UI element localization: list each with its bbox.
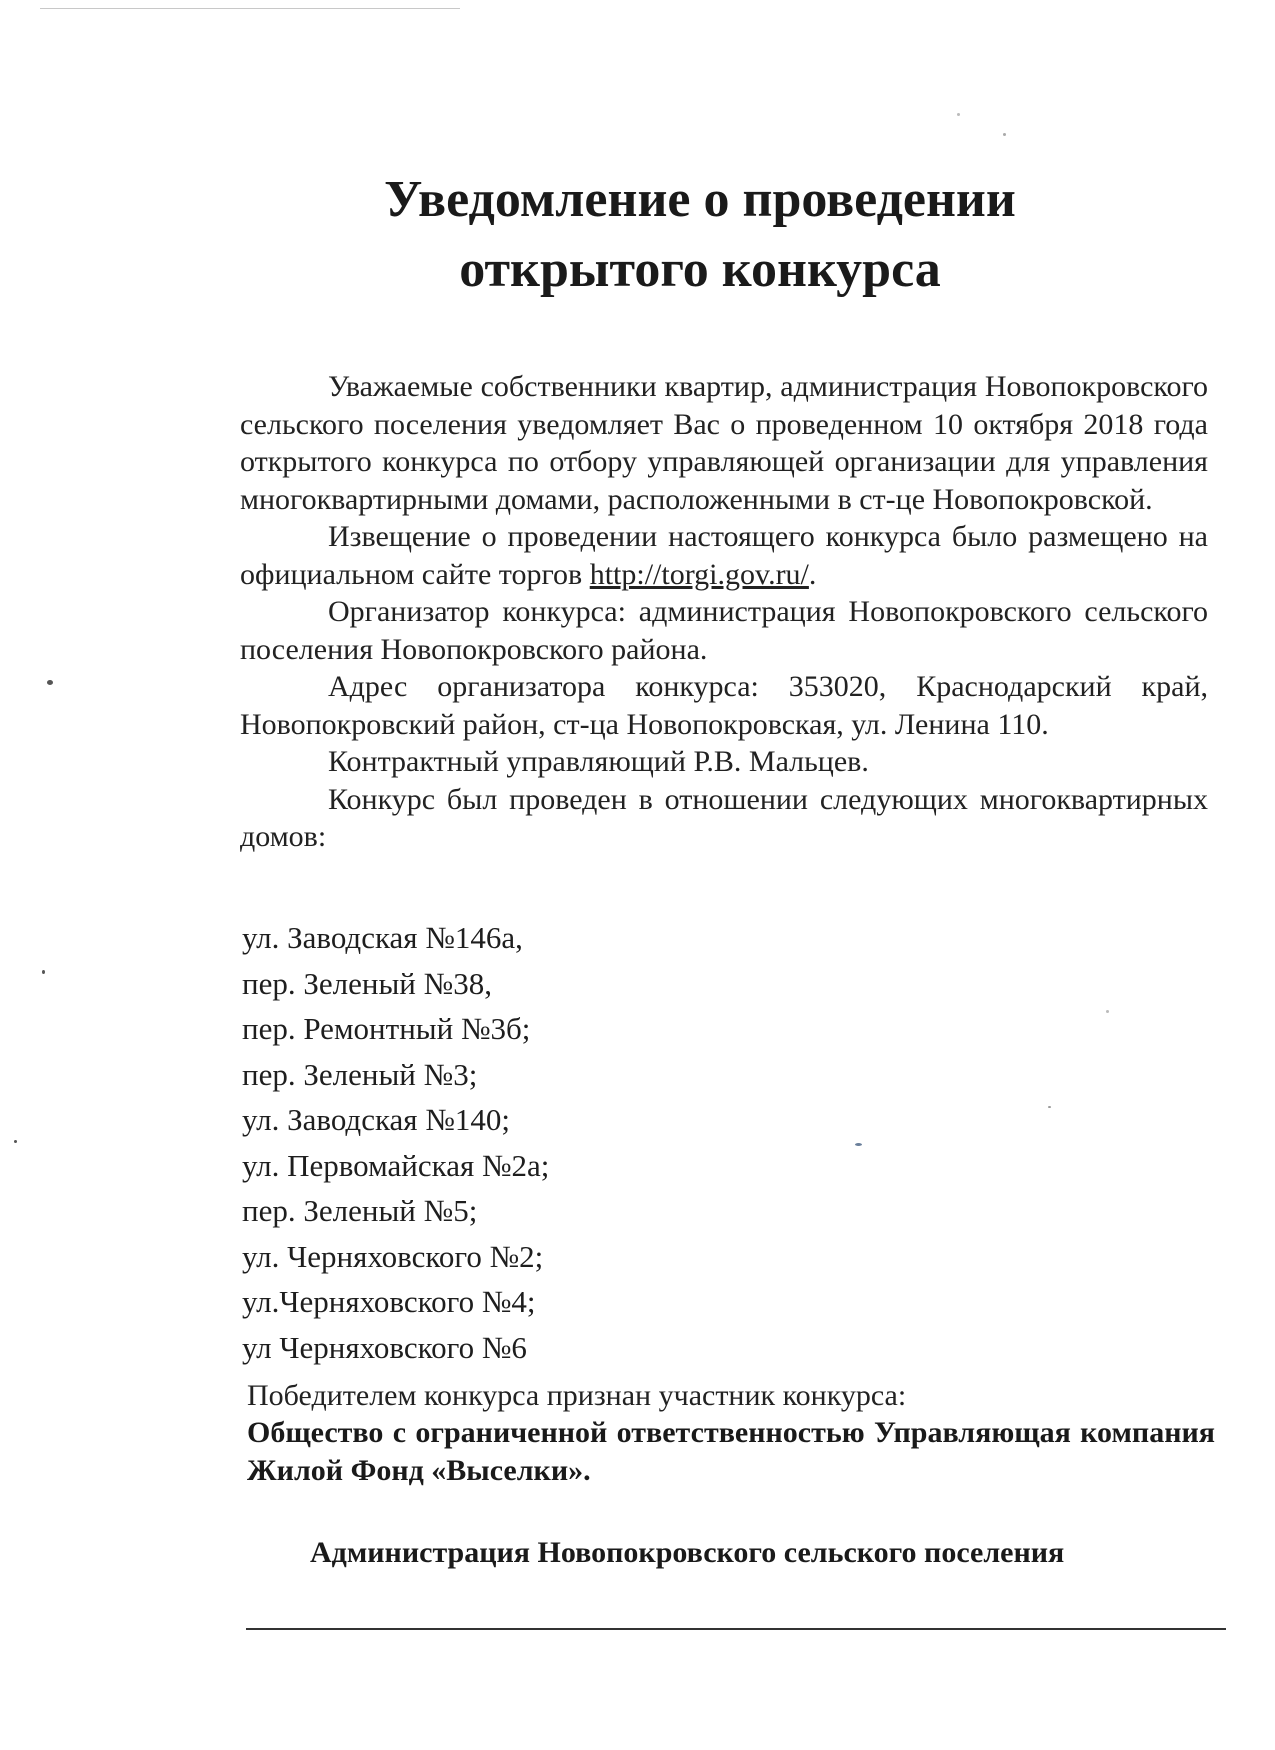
scan-speck — [47, 680, 53, 685]
list-item: ул. Первомайская №2а; — [242, 1147, 550, 1183]
scan-speck — [14, 1140, 17, 1143]
paragraph-intro: Уважаемые собственники квартир, администрация Новопокровского сельского поселения уведомляет Вас о проведенном 10 октября 2018 года открытого конкурса по отбору управляющей организации для управления многоквартирными домами, расположенными в ст-це Новопокровской. — [240, 370, 1208, 516]
scan-speck — [42, 970, 45, 974]
notice-body — [240, 368, 1208, 856]
list-item: пер. Ремонтный №3б; — [242, 1011, 531, 1046]
scan-speck — [1003, 133, 1006, 136]
houses-list — [242, 915, 942, 1370]
list-item: ул. Заводская №146а, — [242, 920, 523, 955]
footer-rule — [246, 1628, 1226, 1630]
torgi-link[interactable]: http://torgi.gov.ru/ — [589, 557, 809, 591]
title-line-2: открытого конкурса — [459, 241, 941, 298]
title-line-1: Уведомление о проведении — [384, 171, 1016, 228]
scan-speck — [855, 1143, 862, 1146]
list-item: пер. Зеленый №38, — [242, 965, 492, 1001]
paragraph-address: Адрес организатора конкурса: 353020, Краснодарский край, Новопокровский район, ст-ца Новопокровская, ул. Ленина 110. — [240, 670, 1208, 741]
paragraph-houses-intro: Конкурс был проведен в отношении следующих многоквартирных домов: — [240, 782, 1208, 853]
list-item: ул.Черняховского №4; — [242, 1284, 536, 1319]
winner-label: Победителем конкурса признан участник конкурса: — [247, 1379, 907, 1412]
list-item: пер. Зеленый №5; — [242, 1193, 478, 1228]
list-item: ул. Заводская №140; — [242, 1102, 511, 1137]
paragraph-notice-end: . — [808, 557, 817, 591]
scan-speck — [1048, 1106, 1051, 1108]
scan-speck — [1106, 1010, 1109, 1013]
paragraph-organizer: Организатор конкурса: администрация Новопокровского сельского поселения Новопокровского района. — [240, 595, 1208, 666]
list-item: ул. Черняховского №2; — [242, 1238, 544, 1274]
paragraph-notice-text: Извещение о проведении настоящего конкурса было размещено на официальном сайте торгов — [240, 520, 1208, 591]
signature-administration: Администрация Новопокровского сельского поселения — [310, 1536, 1065, 1569]
paragraph-manager: Контрактный управляющий Р.В. Мальцев. — [328, 745, 869, 778]
scan-edge-line — [40, 8, 460, 9]
list-item: ул Черняховского №6 — [242, 1329, 527, 1365]
scan-speck — [957, 113, 960, 116]
winner-name: Общество с ограниченной ответственностью Управляющая компания Жилой Фонд «Выселки». — [247, 1416, 1215, 1487]
list-item: пер. Зеленый №3; — [242, 1056, 478, 1092]
paragraph-notice-site — [240, 518, 1208, 593]
page-title — [300, 165, 1100, 305]
